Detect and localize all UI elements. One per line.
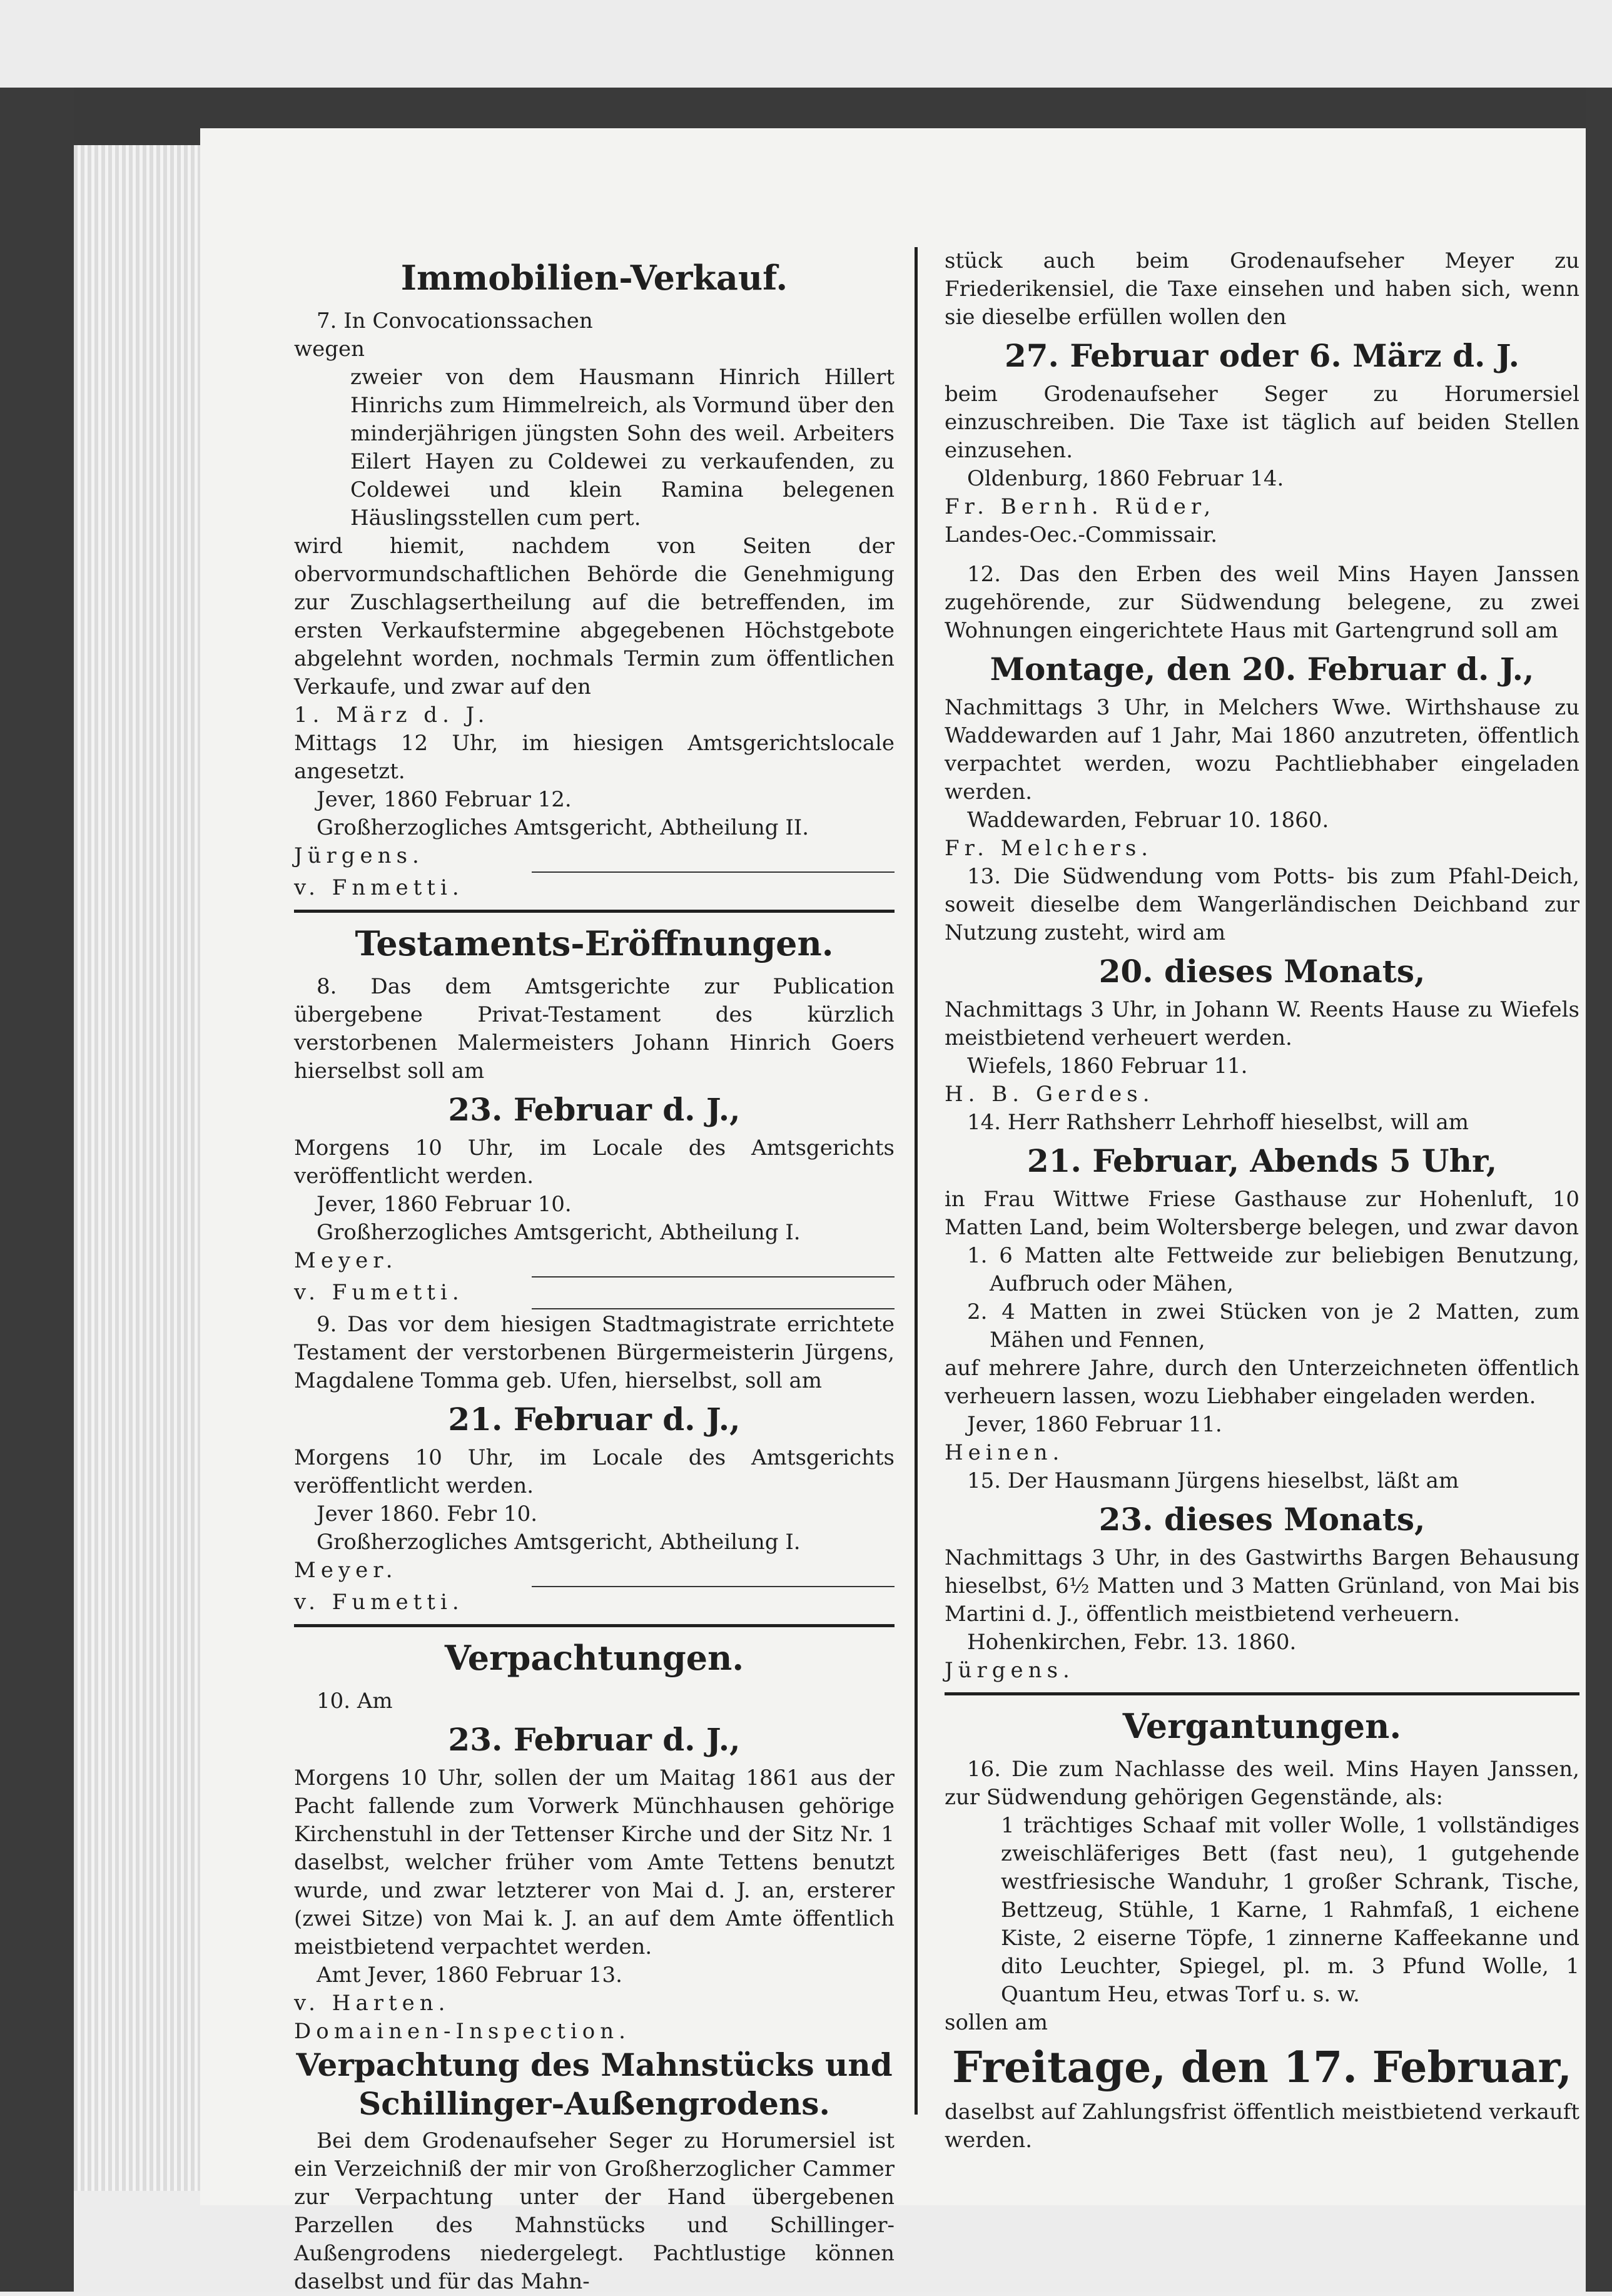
- notice-14-details: in Frau Wittwe Friese Gasthause zur Hohenluft, 10 Matten Land, beim Woltersberge belegen, und zwar davon: [945, 1187, 1579, 1240]
- notice-10-place: Amt Jever, 1860 Februar 13.: [317, 1963, 622, 1988]
- notice-8-date: 23. Februar d. J.,: [448, 1091, 741, 1128]
- section-title-mahnstueck-2: Schillinger-Außengrodens.: [358, 2085, 830, 2122]
- notice-15-body: 15. Der Hausmann Jürgens hieselbst, läßt am: [967, 1468, 1459, 1493]
- notice-14-item-1: 1. 6 Matten alte Fettweide zur beliebigen Benutzung, Aufbruch oder Mähen,: [967, 1243, 1579, 1296]
- signature-rule: [532, 1308, 895, 1309]
- notice-11-body: Bei dem Grodenaufseher Seger zu Horumersiel ist ein Verzeichniß der mir von Großherzoglicher Cammer zur Verpachtung unter der Hand übergebenen Parzellen des Mahnstücks und Schillinger-Außengrodens niedergelegt. Pachtlustige können daselbst und für das Mahn-: [294, 2128, 895, 2294]
- notice-12-details: Nachmittags 3 Uhr, in Melchers Wwe. Wirthshause zu Waddewarden auf 1 Jahr, Mai 1860 anzutreten, öffentlich verpachtet werden, wozu Pachtliebhaber eingeladen werden.: [945, 695, 1579, 805]
- notice-15-place: Hohenkirchen, Febr. 13. 1860.: [967, 1630, 1297, 1655]
- notice-13-body: 13. Die Südwendung vom Potts- bis zum Pfahl-Deich, soweit dieselbe dem Wangerländischen Deichband zur Nutzung zusteht, wird am: [945, 864, 1579, 945]
- notice-13-signature: H. B. Gerdes.: [945, 1082, 1155, 1107]
- notice-7-signature-2: v. Fnmetti.: [294, 875, 464, 900]
- notice-14-body: 14. Herr Rathsherr Lehrhoff hieselbst, will am: [967, 1110, 1469, 1135]
- section-title-vergantungen: Vergantungen.: [1122, 1706, 1402, 1746]
- notice-13-details: Nachmittags 3 Uhr, in Johann W. Reents Hause zu Wiefels meistbietend verheuert werden.: [945, 997, 1579, 1050]
- notice-10-body: Morgens 10 Uhr, sollen der um Maitag 1861 aus der Pacht fallende zum Vorwerk Münchhausen gehörige Kirchenstuhl in der Tettenser Kirche und der Sitz Nr. 1 daselbst, welcher früher vom Amte Tettens benutzt wurde, und zwar letzterer von Mai d. J. an, ersterer (zwei Sitze) von Mai k. J. an auf dem Amte öffentlich meistbietend verpachtet werden.: [294, 1765, 895, 1959]
- notice-12-signature: Fr. Melchers.: [945, 836, 1153, 861]
- signature-rule: [532, 1276, 895, 1278]
- section-title-verpachtungen: Verpachtungen.: [444, 1638, 744, 1678]
- notice-14-terms: auf mehrere Jahre, durch den Unterzeichneten öffentlich verheuern lassen, wozu Liebhaber eingeladen werden.: [945, 1356, 1579, 1409]
- notice-8-place: Jever, 1860 Februar 10.: [317, 1192, 572, 1217]
- notice-10-signature: v. Harten.: [294, 1991, 450, 2016]
- section-title-immobilien: Immobilien-Verkauf.: [400, 258, 788, 298]
- notice-7-signature-1: Jürgens.: [294, 843, 424, 868]
- section-title-testamente: Testaments-Eröffnungen.: [355, 923, 834, 963]
- notice-9-date: 21. Februar d. J.,: [448, 1401, 741, 1438]
- notice-11-signature: Fr. Bernh. Rüder,: [945, 494, 1216, 519]
- notice-16-terms: daselbst auf Zahlungsfrist öffentlich meistbietend verkauft werden.: [945, 2100, 1579, 2153]
- notice-9-signature-2: v. Fumetti.: [294, 1590, 464, 1615]
- notice-8-body: 8. Das dem Amtsgerichte zur Publication übergebene Privat-Testament des kürzlich verstorbenen Malermeisters Johann Hinrich Goers hierselbst soll am: [294, 974, 895, 1084]
- book-page-edges: [74, 145, 205, 2191]
- notice-14-item-2: 2. 4 Matten in zwei Stücken von je 2 Matten, zum Mähen und Fennen,: [967, 1299, 1579, 1353]
- notice-14-place: Jever, 1860 Februar 11.: [967, 1412, 1222, 1437]
- spacer: [945, 549, 1579, 561]
- notice-14-signature: Heinen.: [945, 1440, 1065, 1465]
- notice-16-items: 1 trächtiges Schaaf mit voller Wolle, 1 vollständiges zweischläferiges Bett (fast neu), 1 gutgehende westfriesische Wanduhr, 1 großer Schrank, Tische, Bettzeug, Stühle, 1 Karne, 1 Rahmfaß, 1 eichene Kiste, 2 eiserne Töpfe, 1 zinnerne Kaffeekanne und dito Leuchter, Spiegel, pl. m. 3 Pfund Wolle, 1 Quantum Heu, etwas Torf u. s. w.: [1001, 1813, 1579, 2007]
- notice-10-office: Domainen-Inspection.: [294, 2019, 631, 2044]
- column-divider: [915, 247, 918, 2115]
- notice-11-date: 27. Februar oder 6. März d. J.: [1004, 337, 1520, 374]
- section-separator: [294, 910, 895, 913]
- notice-8-signature-1: Meyer.: [294, 1248, 398, 1273]
- notice-12-body: 12. Das den Erben des weil Mins Hayen Janssen zugehörende, zur Südwendung belegene, zu zwei Wohnungen eingerichtete Haus mit Gartengrund soll am: [945, 562, 1579, 643]
- notice-9-office: Großherzogliches Amtsgericht, Abtheilung I.: [317, 1530, 801, 1555]
- notice-14-date: 21. Februar, Abends 5 Uhr,: [1027, 1142, 1498, 1179]
- section-title-mahnstueck-1: Verpachtung des Mahnstücks und: [296, 2046, 893, 2083]
- notice-11-place: Oldenburg, 1860 Februar 14.: [967, 466, 1284, 491]
- notice-8-signature-2: v. Fumetti.: [294, 1280, 464, 1305]
- notice-13-place: Wiefels, 1860 Februar 11.: [967, 1054, 1248, 1079]
- notice-10-date: 23. Februar d. J.,: [448, 1721, 741, 1758]
- notice-8-office: Großherzogliches Amtsgericht, Abtheilung I.: [317, 1220, 801, 1245]
- notice-12-date: Montage, den 20. Februar d. J.,: [990, 651, 1534, 688]
- notice-11-registration: beim Grodenaufseher Seger zu Horumersiel einzuschreiben. Die Taxe ist täglich auf beiden Stellen einzusehen.: [945, 382, 1579, 463]
- notice-15-signature: Jürgens.: [945, 1658, 1075, 1683]
- notice-9-time: Morgens 10 Uhr, im Locale des Amtsgerichts veröffentlicht werden.: [294, 1445, 895, 1498]
- notice-8-time: Morgens 10 Uhr, im Locale des Amtsgerichts veröffentlicht werden.: [294, 1135, 895, 1189]
- notice-7-time: Mittags 12 Uhr, im hiesigen Amtsgerichtslocale angesetzt.: [294, 731, 895, 784]
- right-column: [945, 247, 1579, 2155]
- notice-16-date: Freitage, den 17. Februar,: [952, 2043, 1572, 2093]
- notice-7-date: 1. März d. J.: [294, 703, 490, 728]
- notice-7-office: Großherzogliches Amtsgericht, Abtheilung II.: [317, 815, 809, 840]
- notice-7-wegen: wegen: [294, 337, 365, 362]
- scan-left-border: [0, 88, 74, 2292]
- notice-13-date: 20. dieses Monats,: [1098, 953, 1426, 990]
- notice-16-sollen: sollen am: [945, 2010, 1048, 2035]
- notice-12-place: Waddewarden, Februar 10. 1860.: [967, 808, 1329, 833]
- notice-7-place: Jever, 1860 Februar 12.: [317, 787, 572, 812]
- notice-7-intro: 7. In Convocationssachen: [317, 308, 593, 333]
- left-column: [294, 247, 895, 2296]
- notice-11-continued: stück auch beim Grodenaufseher Meyer zu Friederikensiel, die Taxe einsehen und haben sich, wenn sie dieselbe erfüllen wollen den: [945, 248, 1579, 330]
- signature-rule: [532, 1586, 895, 1587]
- notice-9-place: Jever 1860. Febr 10.: [317, 1501, 538, 1526]
- scan-right-border: [1586, 88, 1612, 2292]
- notice-11-office: Landes-Oec.-Commissair.: [945, 522, 1218, 547]
- notice-10-intro: 10. Am: [317, 1689, 393, 1714]
- notice-15-date: 23. dieses Monats,: [1098, 1501, 1426, 1538]
- notice-9-signature-1: Meyer.: [294, 1558, 398, 1583]
- notice-7-subject: zweier von dem Hausmann Hinrich Hillert Hinrichs zum Himmelreich, als Vormund über den minderjährigen jüngsten Sohn des weil. Arbeiters Eilert Hayen zu Coldewei zu verkaufenden, zu Coldewei und klein Ramina belegenen Häuslingsstellen cum pert.: [350, 365, 895, 531]
- section-separator: [294, 1624, 895, 1627]
- section-separator: [945, 1692, 1579, 1695]
- notice-15-details: Nachmittags 3 Uhr, in des Gastwirths Bargen Behausung hieselbst, 6½ Matten und 3 Matten Grünland, von Mai bis Martini d. J., öffentlich meistbietend verheuern.: [945, 1545, 1579, 1627]
- signature-rule: [532, 871, 895, 873]
- notice-9-body: 9. Das vor dem hiesigen Stadtmagistrate errichtete Testament der verstorbenen Bürgermeisterin Jürgens, Magdalene Tomma geb. Ufen, hierselbst, soll am: [294, 1312, 895, 1393]
- notice-7-body: wird hiemit, nachdem von Seiten der obervormundschaftlichen Behörde die Genehmigung zur Zuschlagsertheilung auf die betreffenden, im ersten Verkaufstermine abgegebenen Höchstgebote abgelehnt worden, nochmals Termin zum öffentlichen Verkaufe, und zwar auf den: [294, 534, 895, 699]
- notice-16-body: 16. Die zum Nachlasse des weil. Mins Hayen Janssen, zur Südwendung gehörigen Gegenstände, als:: [945, 1757, 1579, 1810]
